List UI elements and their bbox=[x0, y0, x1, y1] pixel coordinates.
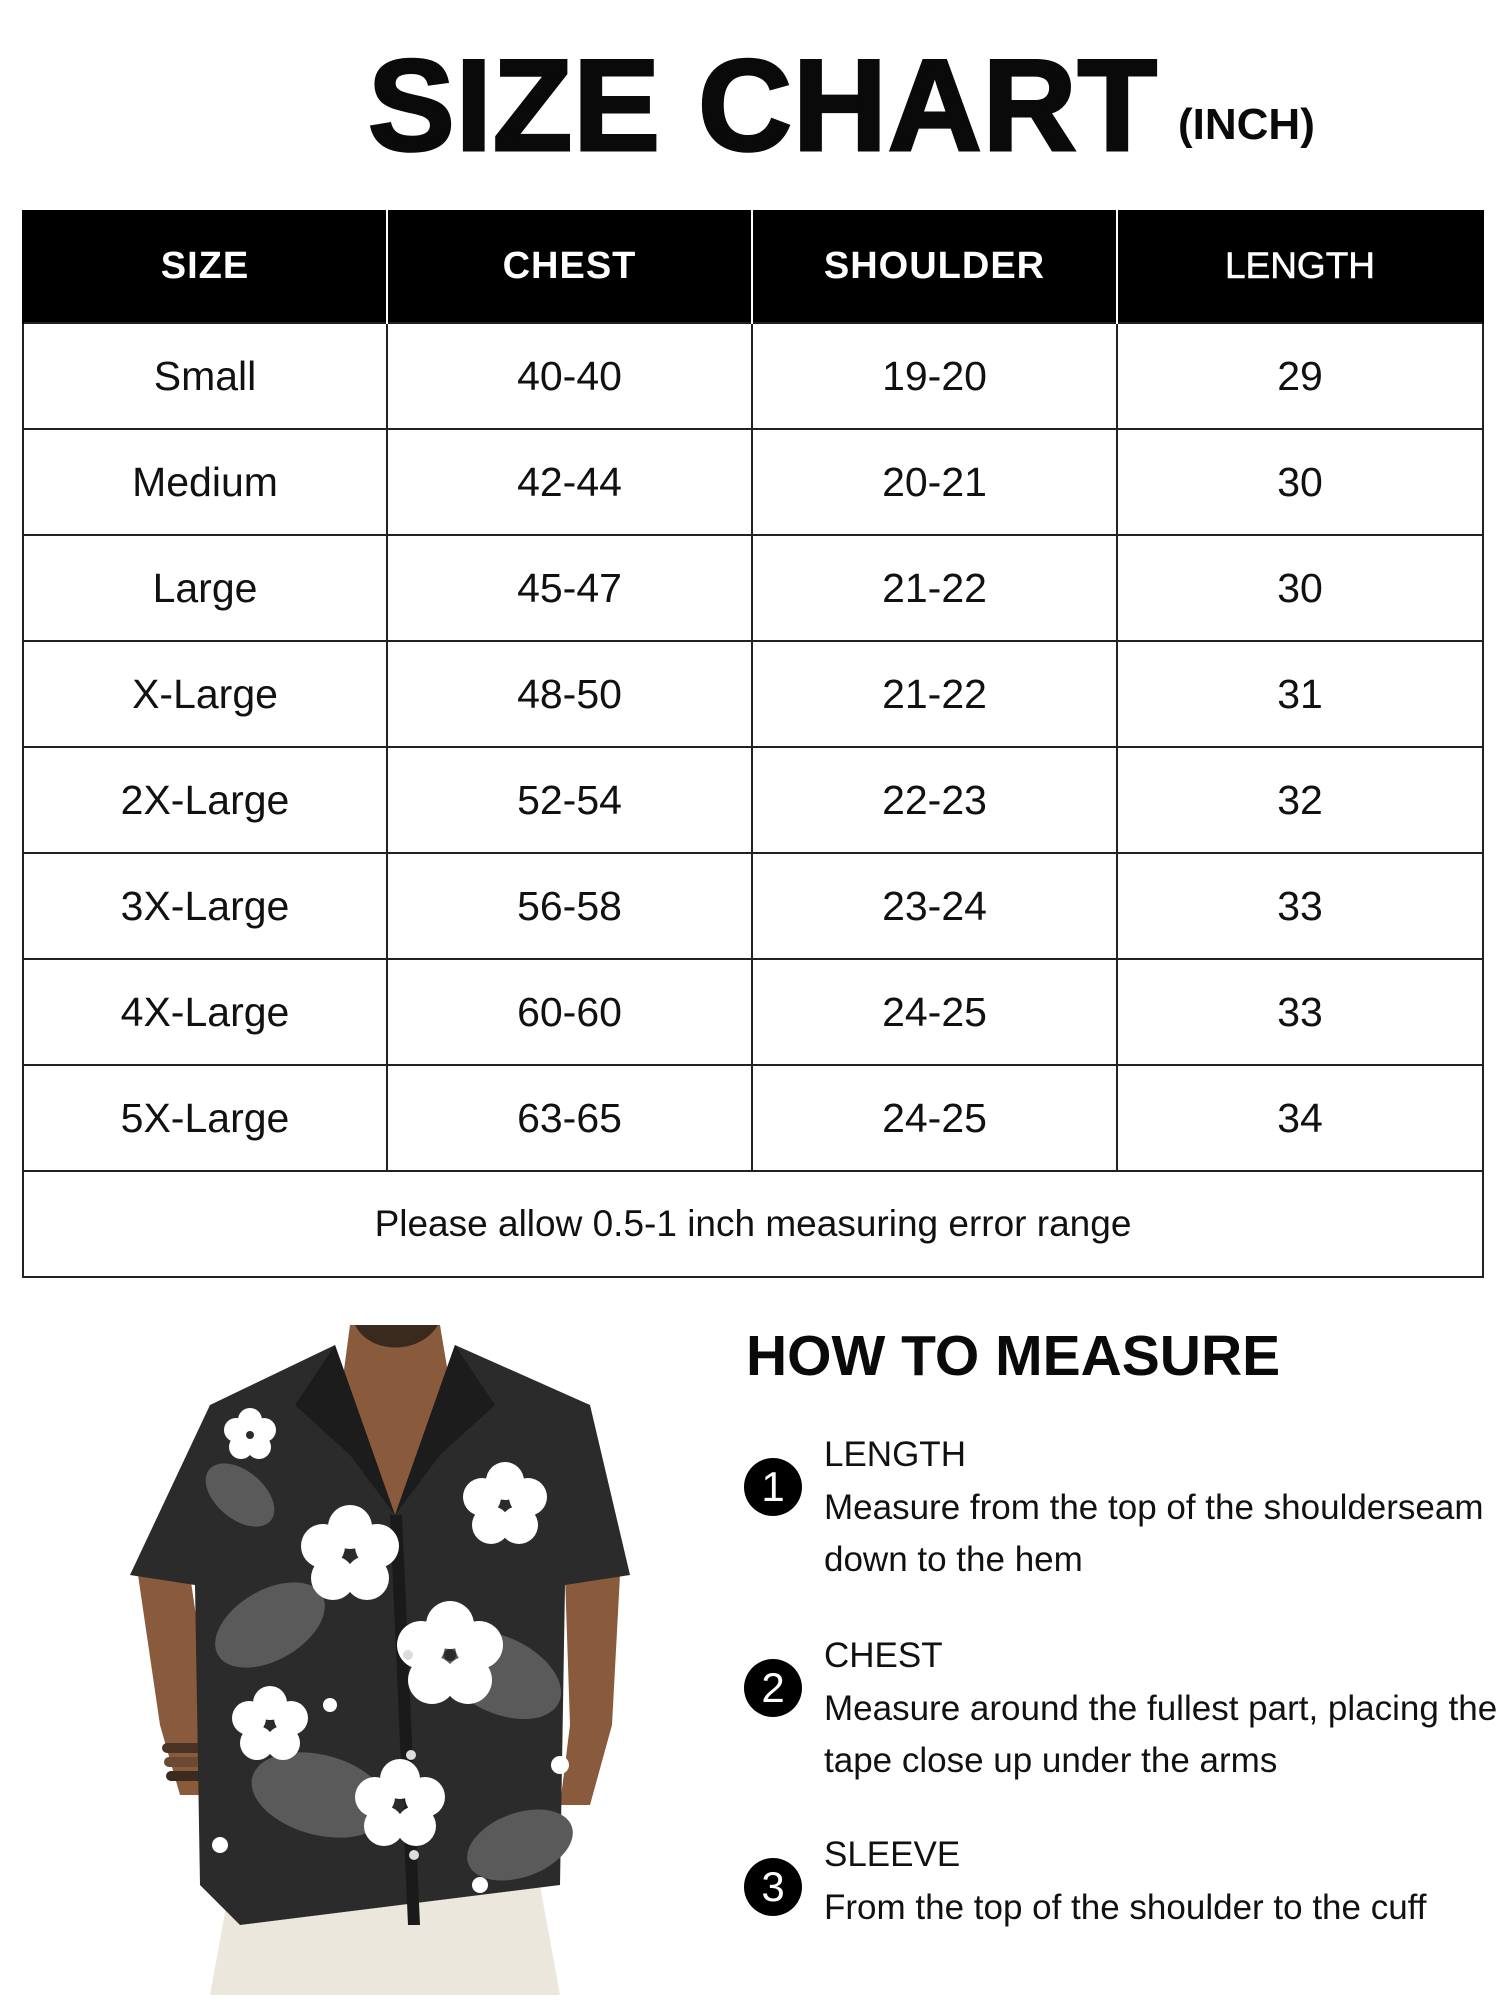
length-cell: 33 bbox=[1117, 853, 1483, 959]
table-row bbox=[23, 747, 1483, 853]
measure-step-length bbox=[744, 1432, 1484, 1579]
chest-cell: 56-58 bbox=[387, 853, 752, 959]
measure-step-chest bbox=[744, 1633, 1498, 1780]
step-description: Measure around the fullest part, placing the tape close up under the arms bbox=[824, 1689, 1498, 1780]
table-header-row bbox=[23, 210, 1483, 323]
table-row bbox=[23, 429, 1483, 535]
table-row bbox=[23, 1065, 1483, 1171]
table-row bbox=[23, 853, 1483, 959]
step-description: Measure from the top of the shoulderseam down to the hem bbox=[824, 1488, 1484, 1579]
chest-cell: 45-47 bbox=[387, 535, 752, 641]
size-cell: X-Large bbox=[23, 641, 387, 747]
header-shoulder: SHOULDER bbox=[752, 210, 1117, 323]
size-cell: Small bbox=[23, 323, 387, 429]
measurement-note: Please allow 0.5-1 inch measuring error range bbox=[23, 1171, 1483, 1277]
shoulder-cell: 22-23 bbox=[752, 747, 1117, 853]
step-heading: SLEEVE bbox=[824, 1835, 961, 1874]
length-cell: 34 bbox=[1117, 1065, 1483, 1171]
length-cell: 30 bbox=[1117, 535, 1483, 641]
length-cell: 33 bbox=[1117, 959, 1483, 1065]
shoulder-cell: 19-20 bbox=[752, 323, 1117, 429]
chest-cell: 60-60 bbox=[387, 959, 752, 1065]
chest-cell: 42-44 bbox=[387, 429, 752, 535]
table-row bbox=[23, 323, 1483, 429]
length-cell: 32 bbox=[1117, 747, 1483, 853]
step-number-1-icon: 1 bbox=[744, 1458, 802, 1516]
table-row bbox=[23, 535, 1483, 641]
unit-label: (INCH) bbox=[1178, 100, 1315, 149]
table-note-row bbox=[23, 1171, 1483, 1277]
measure-step-sleeve bbox=[744, 1832, 1484, 1942]
chest-cell: 52-54 bbox=[387, 747, 752, 853]
step-heading: LENGTH bbox=[824, 1435, 966, 1474]
shoulder-cell: 24-25 bbox=[752, 959, 1117, 1065]
step-number-2-icon: 2 bbox=[744, 1659, 802, 1717]
step-heading: CHEST bbox=[824, 1636, 943, 1675]
size-cell: 4X-Large bbox=[23, 959, 387, 1065]
shoulder-cell: 20-21 bbox=[752, 429, 1117, 535]
header-length: LENGTH bbox=[1117, 210, 1483, 323]
page-header bbox=[0, 32, 1500, 178]
size-cell: Large bbox=[23, 535, 387, 641]
shoulder-cell: 23-24 bbox=[752, 853, 1117, 959]
step-description: From the top of the shoulder to the cuff bbox=[824, 1888, 1427, 1927]
size-cell: 3X-Large bbox=[23, 853, 387, 959]
length-cell: 31 bbox=[1117, 641, 1483, 747]
page-title: SIZE CHART bbox=[368, 32, 1158, 178]
size-cell: 2X-Large bbox=[23, 747, 387, 853]
table-row bbox=[23, 641, 1483, 747]
chest-cell: 63-65 bbox=[387, 1065, 752, 1171]
length-cell: 29 bbox=[1117, 323, 1483, 429]
shoulder-cell: 21-22 bbox=[752, 535, 1117, 641]
chest-cell: 48-50 bbox=[387, 641, 752, 747]
length-cell: 30 bbox=[1117, 429, 1483, 535]
size-cell: Medium bbox=[23, 429, 387, 535]
shirt-model-image bbox=[120, 1325, 640, 1995]
size-cell: 5X-Large bbox=[23, 1065, 387, 1171]
right-arm bbox=[560, 1575, 620, 1805]
step-number-3-icon: 3 bbox=[744, 1858, 802, 1916]
shoulder-cell: 24-25 bbox=[752, 1065, 1117, 1171]
size-table bbox=[22, 210, 1484, 1278]
how-to-measure-title: HOW TO MEASURE bbox=[746, 1324, 1281, 1388]
table-row bbox=[23, 959, 1483, 1065]
chest-cell: 40-40 bbox=[387, 323, 752, 429]
header-chest: CHEST bbox=[387, 210, 752, 323]
shoulder-cell: 21-22 bbox=[752, 641, 1117, 747]
header-size: SIZE bbox=[23, 210, 387, 323]
